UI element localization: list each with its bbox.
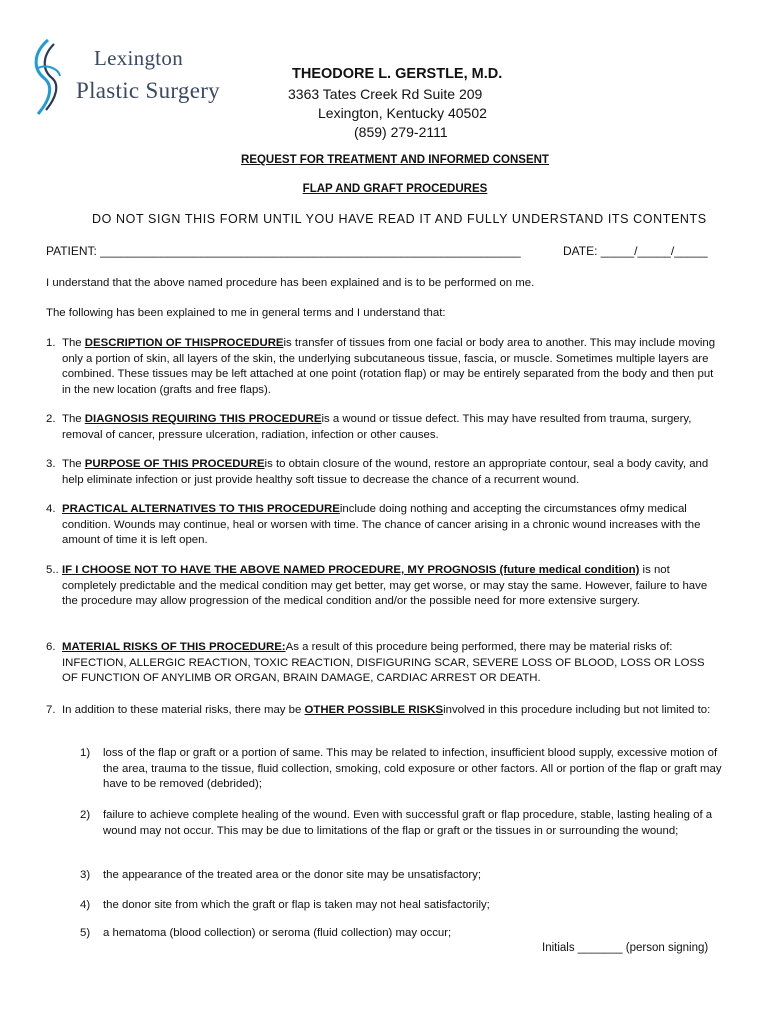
procedure-title: FLAP AND GRAFT PROCEDURES [302,183,488,195]
list-item-purpose [46,457,722,488]
item-heading: DIAGNOSIS REQUIRING THIS PROCEDURE [84,413,322,425]
item-prefix: The [62,413,85,425]
item-number: 6. [46,641,56,653]
item-heading: MATERIAL RISKS OF THIS PROCEDURE: [62,641,286,653]
warning-text: DO NOT SIGN THIS FORM UNTIL YOU HAVE READ IT AND FULLY UNDERSTAND ITS CONTENTS [92,212,707,226]
list-item-material-risks [46,640,722,687]
item-number: 3. [46,458,56,470]
subitem-text: the appearance of the treated area or the donor site may be unsatisfactory; [103,869,482,881]
logo-text-line2: Plastic Surgery [76,78,220,103]
logo-text-line1: Lexington [94,46,184,70]
item-number: 4. [46,503,56,515]
item-text: is a wound or tissue defect. This may have resulted from trauma, surgery, removal of cancer, pressure ulceration, radiation, infection or other causes. [62,413,692,441]
swoosh-logo-mark [24,38,74,118]
initials-field[interactable]: Initials _______ (person signing) [542,942,709,954]
item-text: is not completely predictable and the medical condition may get better, may get worse, or may stay the same. However, failure to have the procedure may allow progression of the medical condition and/or the possible need for more extensive surgery. [62,564,708,607]
risk-subitem [80,868,722,884]
subitem-number: 2) [80,809,91,821]
item-number: 5.. [46,564,59,576]
item-heading: DESCRIPTION OF THISPROCEDURE [84,337,284,349]
item-heading: IF I CHOOSE NOT TO HAVE THE ABOVE NAMED PROCEDURE, MY PROGNOSIS (future medical condition) [62,564,640,576]
item-text: is transfer of tissues from one facial or body area to another. This may include moving only a portion of skin, all layers of the skin, the underlying subcutaneous tissue, fascia, or muscle. Sometimes multiple layers are combined. These tissues may be left attached at one point (rotation flap) or may be entirely separated from the body and then put in the new location (grafts and free flaps). [62,337,716,396]
item-heading: PURPOSE OF THIS PROCEDURE [84,458,265,470]
risk-subitem [80,746,722,793]
list-item-prognosis [46,563,722,610]
item-text: include doing nothing and accepting the circumstances ofmy medical condition. Wounds may continue, heal or worsen with time. The chance of cancer arising in a chronic wound increases with the amount of time it is left open. [62,503,701,546]
doctor-street: 3363 Tates Creek Rd Suite 209 [288,86,483,102]
subitem-number: 5) [80,927,91,939]
item-text: is to obtain closure of the wound, restore an appropriate contour, seal a body cavity, and help eliminate infection or just provide healthy soft tissue to decrease the chance of a recurrent wound. [62,458,709,486]
list-item-other-risks [46,703,722,719]
item-prefix: The [62,458,85,470]
doctor-name: THEODORE L. GERSTLE, M.D. [292,66,503,82]
doctor-phone: (859) 279-2111 [354,124,448,140]
item-heading: PRACTICAL ALTERNATIVES TO THIS PROCEDURE [62,503,340,515]
subitem-number: 4) [80,899,91,911]
subitem-number: 3) [80,869,91,881]
form-title: REQUEST FOR TREATMENT AND INFORMED CONSENT [241,154,549,166]
item-prefix: In addition to these material risks, there may be [62,704,305,716]
item-prefix: The [62,337,85,349]
item-number: 1. [46,337,56,349]
risk-subitem [80,808,722,839]
subitem-text: a hematoma (blood collection) or seroma (fluid collection) may occur; [103,927,452,939]
subitem-text: loss of the flap or graft or a portion of same. This may be related to infection, insufficient blood supply, excessive motion of the area, trauma to the tissue, fluid collection, smoking, cold exposure or other factors. All or portion of the flap or graft may have to be removed (debrided); [103,747,722,790]
intro-explained: The following has been explained to me in general terms and I understand that: [46,307,446,319]
item-text: involved in this procedure including but not limited to: [443,704,711,716]
risk-subitem [80,898,722,914]
date-field[interactable]: DATE: _____/_____/_____ [563,244,708,258]
risk-subitem [80,926,722,942]
intro-statement: I understand that the above named procedure has been explained and is to be performed on me. [46,277,535,289]
list-item-alternatives [46,502,722,549]
item-heading: OTHER POSSIBLE RISKS [304,704,444,716]
list-item-description [46,336,722,398]
subitem-number: 1) [80,747,91,759]
subitem-text: the donor site from which the graft or flap is taken may not heal satisfactorily; [103,899,490,911]
subitem-text: failure to achieve complete healing of the wound. Even with successful graft or flap procedure, stable, lasting healing of a wound may not occur. This may be due to limitations of the flap or graft or the tissues in or surrounding the wound; [103,809,713,837]
list-item-diagnosis [46,412,722,443]
practice-logo [24,38,244,118]
item-number: 2. [46,413,56,425]
item-text: As a result of this procedure being performed, there may be material risks of: INFECTION, ALLERGIC REACTION, TOXIC REACTION, DISFIGURING SCAR, SEVERE LOSS OF BLOOD, LOSS OR LOSS OF FUNCTION OF ANYLIMB OR ORGAN, BRAIN DAMAGE, CARDIAC ARREST OR DEATH. [62,641,705,684]
item-number: 7. [46,704,56,716]
patient-field[interactable]: PATIENT: _______________________________________________________________ [46,244,521,258]
doctor-city: Lexington, Kentucky 40502 [318,105,487,121]
